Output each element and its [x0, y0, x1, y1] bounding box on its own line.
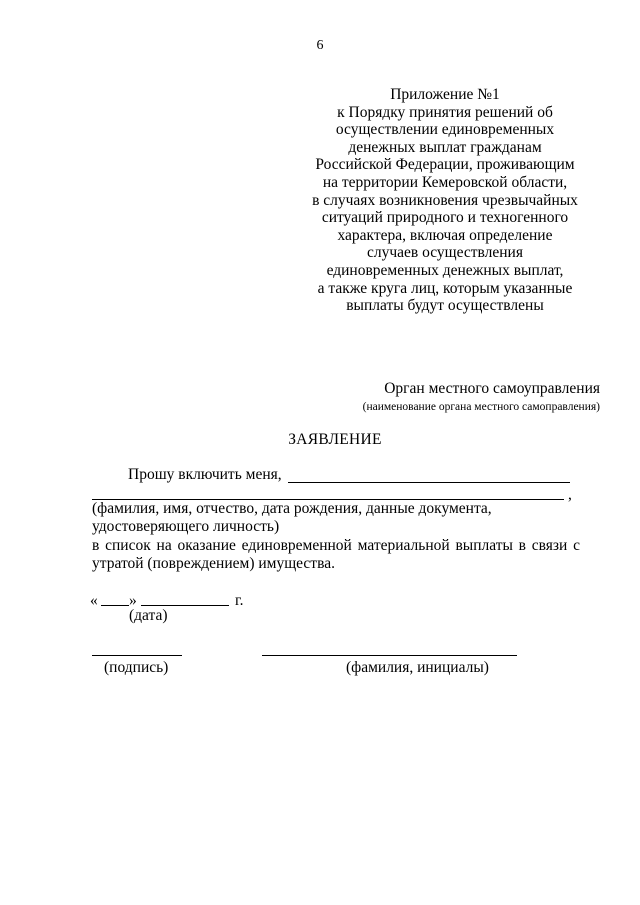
appendix-line: денежных выплат гражданам — [348, 138, 542, 156]
date-label: (дата) — [129, 607, 168, 624]
list-text-line1: в список на оказание единовременной материальной выплаты в связи с — [92, 537, 580, 554]
date-close-quote: » — [129, 592, 137, 609]
authority-block — [300, 379, 600, 415]
appendix-line: ситуаций природного и техногенного — [321, 209, 569, 227]
day-input-line[interactable] — [101, 605, 129, 606]
month-input-line[interactable] — [141, 605, 229, 606]
authority-title: Орган местного самоуправления — [384, 380, 600, 397]
name-hint-line1: (фамилия, имя, отчество, дата рождения, данные документа, — [92, 500, 492, 517]
signature-label: (подпись) — [104, 659, 169, 676]
appendix-line: к Порядку принятия решений об — [337, 103, 553, 121]
name-input-line[interactable] — [288, 482, 570, 483]
fullname-label: (фамилия, инициалы) — [346, 659, 489, 676]
appendix-line: на территории Кемеровской области, — [322, 173, 568, 191]
page-number: 6 — [316, 38, 324, 53]
appendix-line: осуществлении единовременных — [335, 121, 555, 139]
list-text-line2: утратой (повреждением) имущества. — [92, 555, 335, 572]
year-suffix: г. — [235, 592, 244, 609]
signature-input-line[interactable] — [92, 655, 182, 656]
appendix-line: в случаях возникновения чрезвычайных — [312, 191, 578, 209]
document-title: ЗАЯВЛЕНИЕ — [288, 431, 382, 448]
authority-note: (наименование органа местного самоправления) — [362, 401, 600, 413]
appendix-line: единовременных денежных выплат, — [326, 261, 564, 279]
name-hint-line2: удостоверяющего личность) — [92, 518, 280, 535]
appendix-line: Приложение №1 — [390, 86, 500, 103]
appendix-line: а также круга лиц, которым указанные — [317, 279, 573, 297]
date-open-quote: « — [90, 592, 98, 609]
appendix-header — [290, 86, 600, 315]
appendix-line: Российской Федерации, проживающим — [315, 156, 575, 174]
request-text: Прошу включить меня, — [128, 466, 282, 483]
appendix-line: характера, включая определение — [337, 226, 553, 244]
appendix-line: выплаты будут осуществлены — [346, 297, 544, 315]
comma: , — [568, 486, 572, 503]
fullname-input-line[interactable] — [262, 655, 517, 656]
appendix-line: случаев осуществления — [367, 244, 523, 262]
